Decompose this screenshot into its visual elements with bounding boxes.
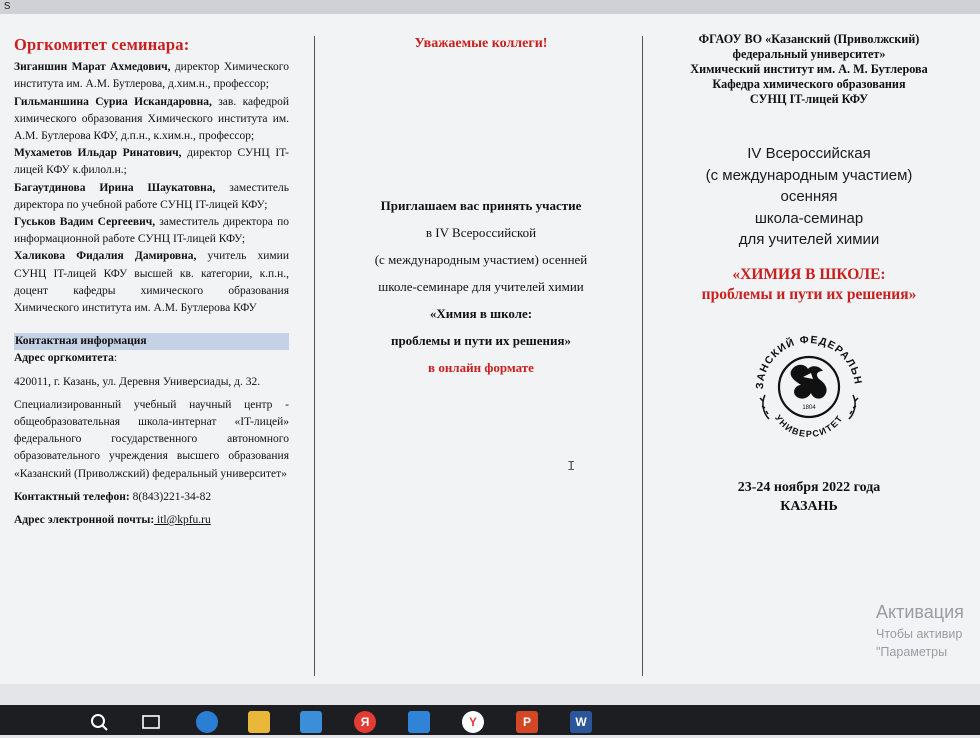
activation-line-3: "Параметры bbox=[876, 645, 948, 659]
text-cursor: I bbox=[567, 459, 576, 475]
column-divider-2 bbox=[642, 36, 643, 676]
address-label: Адрес оргкомитета bbox=[14, 352, 114, 365]
phone-label: Контактный телефон: bbox=[14, 490, 130, 503]
header-line-3: Химический институт им. А. М. Бутлерова bbox=[690, 62, 928, 76]
email-value: itl@kpfu.ru bbox=[154, 514, 211, 527]
contact-heading[interactable]: Контактная информация bbox=[14, 333, 289, 350]
event-title-line-1: «ХИМИЯ В ШКОЛЕ: bbox=[732, 265, 886, 283]
event-title bbox=[650, 265, 968, 305]
institution-header bbox=[650, 32, 968, 107]
logo-top-text: ЗАНСКИЙ ФЕДЕРАЛЬН bbox=[753, 333, 864, 390]
word-icon[interactable]: W bbox=[570, 711, 592, 733]
address-colon: : bbox=[113, 352, 118, 365]
member-name: Мухаметов Ильдар Ринатович, bbox=[14, 147, 182, 160]
member-5 bbox=[14, 214, 289, 248]
store-icon[interactable] bbox=[300, 711, 322, 733]
address-text: 420011, г. Казань, ул. Деревня Универсиады, д. 32. bbox=[14, 375, 261, 388]
member-name: Халикова Фидалия Дамировна, bbox=[14, 250, 197, 263]
member-4 bbox=[14, 180, 289, 214]
menu-fragment: s bbox=[4, 0, 11, 12]
invite-line-6: проблемы и пути их решения» bbox=[390, 333, 572, 348]
invite-line-2: в IV Всероссийской bbox=[425, 225, 537, 240]
edge-icon[interactable] bbox=[196, 711, 218, 733]
left-column bbox=[14, 36, 289, 686]
window-top-strip bbox=[0, 0, 980, 14]
member-text: заместитель директора по учебной работе СУНЦ IT-лицей КФУ; bbox=[14, 181, 289, 211]
org-description: Специализированный учебный научный центр - общеобразовательная школа-интернат «IT-лицей» федерального государственного автономного образовательного учреждения высшего образования «Казанский (Приволжский) федеральный университет» bbox=[14, 398, 289, 480]
event-date-block bbox=[650, 478, 968, 516]
windows-activation-watermark bbox=[876, 602, 964, 659]
kfu-logo-icon bbox=[745, 325, 873, 453]
email-label: Адрес электронной почты: bbox=[14, 514, 155, 527]
right-column bbox=[650, 32, 968, 682]
email-line bbox=[14, 512, 289, 529]
member-name: Зиганшин Марат Ахмедович, bbox=[14, 61, 171, 74]
explorer-icon[interactable] bbox=[248, 711, 270, 733]
event-date: 23-24 ноября 2022 года bbox=[737, 479, 881, 495]
member-text: зав. кафедрой химического образования Химического института им. А.М. Бутлерова КФУ, д.п.н., к.хим.н., профессор; bbox=[14, 95, 289, 143]
activation-line-2: Чтобы активир bbox=[876, 627, 963, 641]
member-name: Гуськов Вадим Сергеевич, bbox=[14, 216, 156, 229]
header-line-1: ФГАОУ ВО «Казанский (Приволжский) bbox=[698, 32, 920, 46]
greeting: Уважаемые коллеги! bbox=[414, 36, 548, 51]
organizing-committee-title: Оргкомитет семинара: bbox=[14, 35, 190, 54]
invite-line-1: Приглашаем вас принять участие bbox=[380, 198, 582, 213]
member-text: директор СУНЦ IT-лицей КФУ к.филол.н.; bbox=[14, 147, 289, 177]
member-text: заместитель директора по информационной работе СУНЦ IT-лицей КФУ; bbox=[14, 216, 289, 246]
member-3 bbox=[14, 145, 289, 179]
member-1 bbox=[14, 59, 289, 93]
member-text: директор Химического института им. А.М. Бутлерова, д.хим.н., профессор; bbox=[14, 61, 289, 91]
event-line-4: школа-семинар bbox=[754, 209, 864, 227]
invite-line-4: школе-семинаре для учителей химии bbox=[378, 279, 584, 294]
yandex-icon[interactable]: Я bbox=[354, 711, 376, 733]
address-label-line bbox=[14, 350, 289, 367]
mail-icon[interactable] bbox=[408, 711, 430, 733]
member-name: Багаутдинова Ирина Шаукатовна, bbox=[14, 181, 216, 194]
invitation-text bbox=[322, 192, 640, 381]
invite-line-3: (с международным участием) осенней bbox=[374, 252, 588, 267]
event-line-2: (с международным участием) bbox=[705, 166, 913, 184]
taskbar bbox=[0, 705, 980, 735]
member-text: учитель химии СУНЦ IT-лицей КФУ высшей кв. категории, к.п.н., доцент кафедры химического образования Химического института им. А.М. Бутлерова КФУ bbox=[14, 250, 289, 315]
event-description bbox=[650, 143, 968, 251]
member-2 bbox=[14, 94, 289, 146]
logo-bottom-text: УНИВЕРСИТЕТ bbox=[772, 412, 846, 439]
member-6 bbox=[14, 248, 289, 317]
powerpoint-icon[interactable]: P bbox=[516, 711, 538, 733]
header-line-5: СУНЦ IT-лицей КФУ bbox=[749, 92, 869, 106]
event-line-1: IV Всероссийская bbox=[747, 145, 871, 162]
activation-title: Активация bbox=[876, 602, 964, 622]
member-name: Гильманшина Суриа Искандаровна, bbox=[14, 95, 212, 108]
document-page bbox=[0, 14, 980, 684]
event-line-5: для учителей химии bbox=[738, 231, 880, 248]
invite-line-7: в онлайн формате bbox=[428, 360, 534, 375]
header-line-4: Кафедра химического образования bbox=[712, 77, 906, 91]
phone-line bbox=[14, 489, 289, 506]
header-line-2: федеральный университет» bbox=[732, 47, 886, 61]
column-divider-1 bbox=[314, 36, 315, 676]
middle-column bbox=[322, 36, 640, 686]
event-title-line-2: проблемы и пути их решения» bbox=[701, 285, 917, 303]
event-city: КАЗАНЬ bbox=[780, 498, 838, 514]
event-line-3: осенняя bbox=[780, 188, 838, 205]
phone-value: 8(843)221-34-82 bbox=[129, 490, 212, 503]
yandex-browser-icon[interactable]: Y bbox=[462, 711, 484, 733]
invite-line-5: «Химия в школе: bbox=[429, 306, 533, 321]
search-icon[interactable] bbox=[88, 711, 110, 733]
task-view-icon[interactable] bbox=[140, 711, 162, 733]
logo-year: 1804 bbox=[802, 404, 816, 411]
